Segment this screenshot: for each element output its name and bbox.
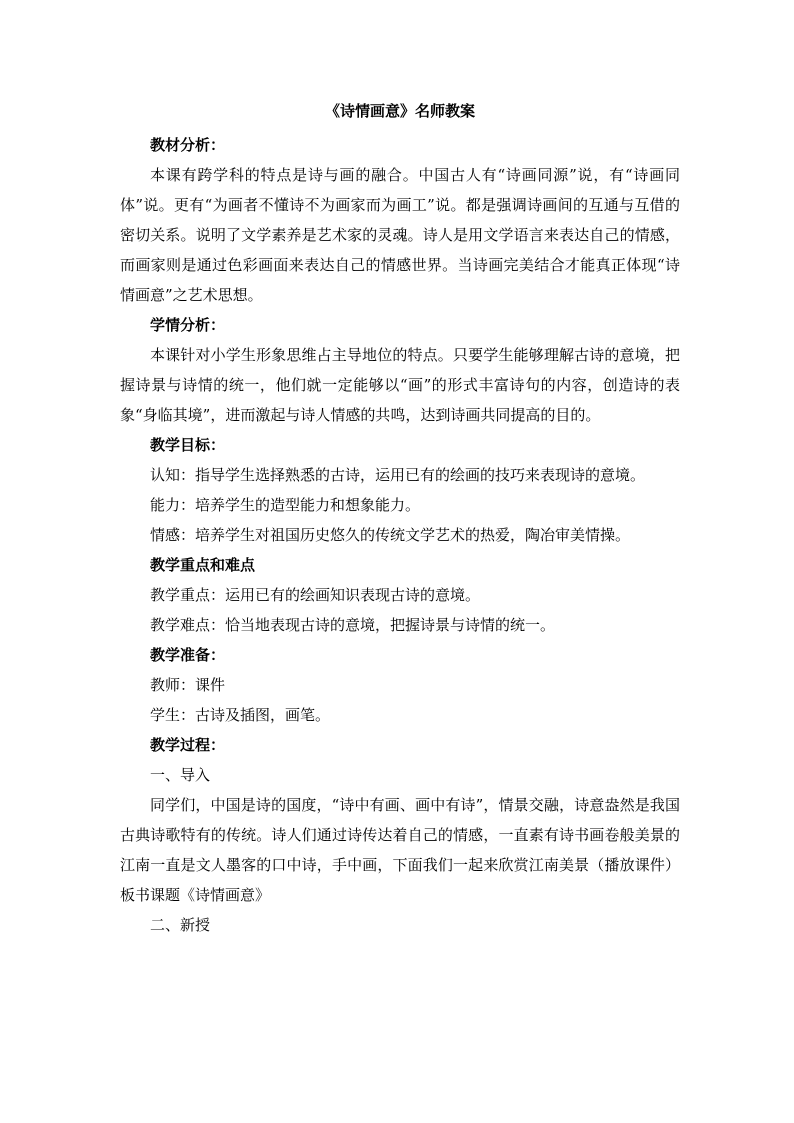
goal-ability: 能力：培养学生的造型能力和想象能力。 <box>150 496 421 514</box>
difficult-point: 教学难点：恰当地表现古诗的意境，把握诗景与诗情的统一。 <box>150 616 556 634</box>
heading-teaching-goals: 教学目标： <box>150 436 226 454</box>
paragraph-intro: 同学们，中国是诗的国度，“诗中有画、画中有诗”，情景交融，诗意盎然是我国古典诗歌特有的传统。诗人们通过诗传达着自己的情感，一直素有诗书画卷般美景的江南一直是文人墨客的口中诗，手中画，下面我们一起来欣赏江南美景（播放课件）板书课题《诗情画意》 <box>120 796 680 904</box>
heading-teaching-process: 教学过程： <box>150 736 226 754</box>
prep-student: 学生：古诗及插图，画笔。 <box>150 706 331 724</box>
heading-student-analysis: 学情分析： <box>150 316 226 334</box>
heading-key-points: 教学重点和难点 <box>150 556 256 574</box>
paragraph-student-analysis: 本课针对小学生形象思维占主导地位的特点。只要学生能够理解古诗的意境，把握诗景与诗情的统一，他们就一定能够以“画”的形式丰富诗句的内容，创造诗的表象“身临其境”，进而激起与诗人情感的共鸣，达到诗画共同提高的目的。 <box>120 346 680 424</box>
document-title: 《诗情画意》名师教案 <box>324 102 475 120</box>
heading-teaching-prep: 教学准备： <box>150 646 226 664</box>
document-body <box>120 100 680 940</box>
process-step-new-lesson: 二、新授 <box>150 916 211 934</box>
prep-teacher: 教师：课件 <box>150 676 226 694</box>
goal-cognition: 认知：指导学生选择熟悉的古诗，运用已有的绘画的技巧来表现诗的意境。 <box>150 466 646 484</box>
heading-material-analysis: 教材分析： <box>150 136 226 154</box>
process-step-intro: 一、导入 <box>150 766 211 784</box>
key-point: 教学重点：运用已有的绘画知识表现古诗的意境。 <box>150 586 481 604</box>
goal-emotion: 情感：培养学生对祖国历史悠久的传统文学艺术的热爱，陶冶审美情操。 <box>150 526 631 544</box>
paragraph-material-analysis: 本课有跨学科的特点是诗与画的融合。中国古人有“诗画同源”说，有“诗画同体”说。更有“为画者不懂诗不为画家而为画工”说。都是强调诗画间的互通与互借的密切关系。说明了文学素养是艺术家的灵魂。诗人是用文学语言来表达自己的情感，而画家则是通过色彩画面来表达自己的情感世界。当诗画完美结合才能真正体现“诗情画意”之艺术思想。 <box>120 166 680 304</box>
